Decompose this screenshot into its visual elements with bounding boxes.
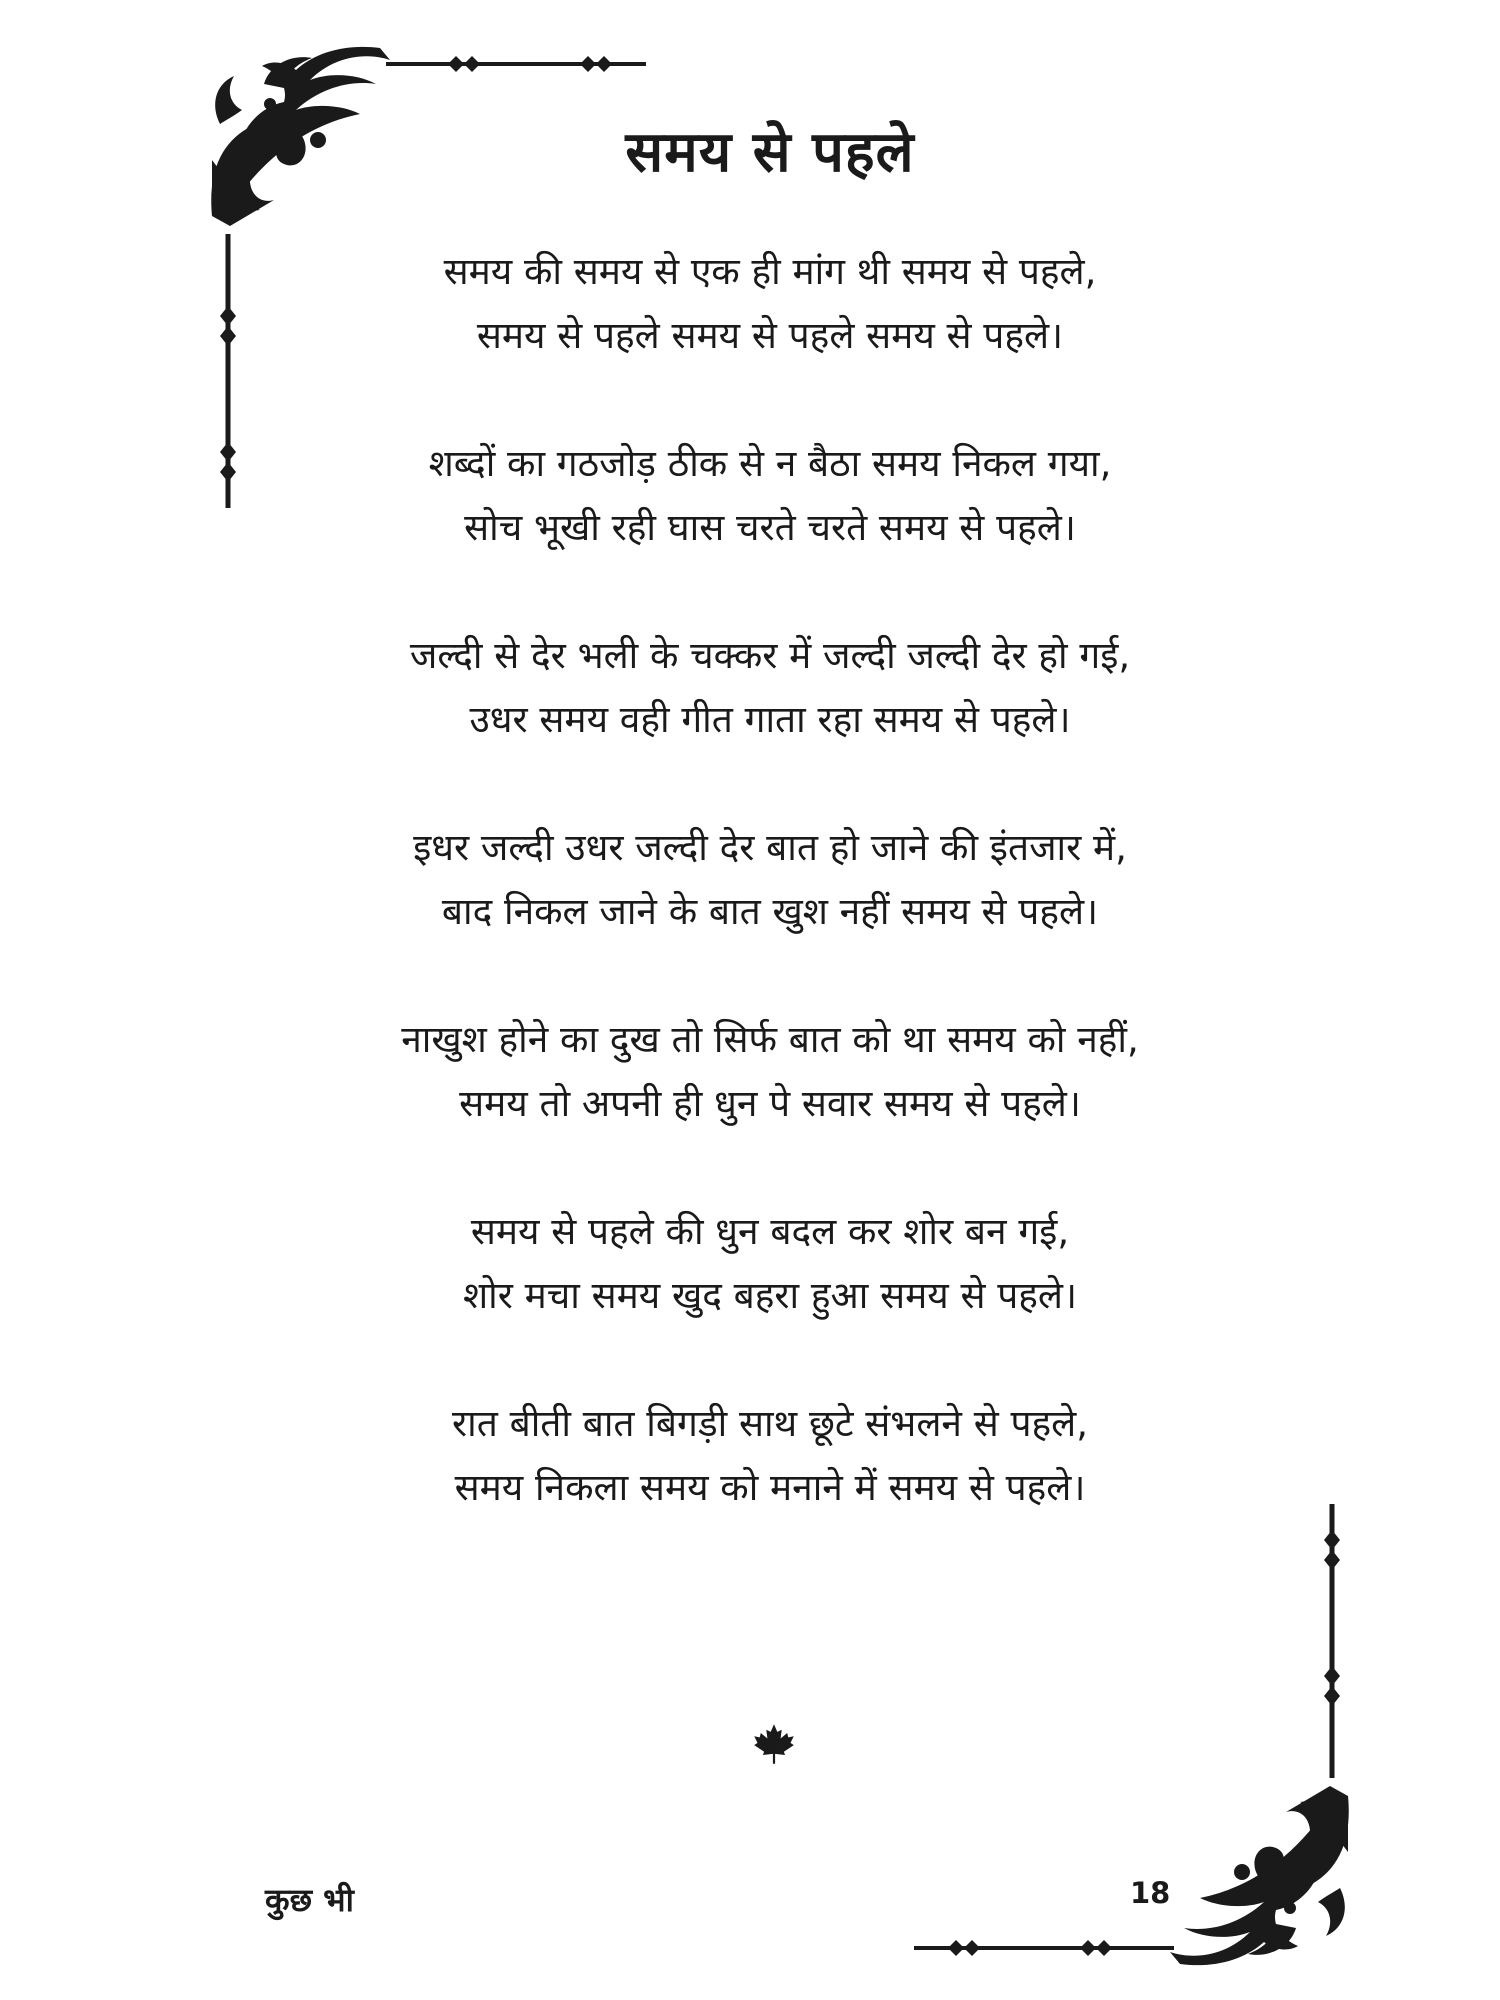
poem-line: इधर जल्दी उधर जल्दी देर बात हो जाने की इंतजार में, bbox=[413, 826, 1127, 869]
poem-line: नाखुश होने का दुख तो सिर्फ बात को था समय को नहीं, bbox=[401, 1018, 1139, 1061]
poem-line: शोर मचा समय खुद बहरा हुआ समय से पहले। bbox=[462, 1274, 1077, 1317]
poem-body bbox=[250, 240, 1290, 1584]
stanza bbox=[250, 816, 1290, 944]
poem-line: समय से पहले की धुन बदल कर शोर बन गई, bbox=[470, 1210, 1070, 1253]
stanza bbox=[250, 432, 1290, 560]
stanza bbox=[250, 240, 1290, 368]
poem-line: शब्दों का गठजोड़ ठीक से न बैठा समय निकल गया, bbox=[428, 442, 1112, 485]
stanza bbox=[250, 1392, 1290, 1520]
poem-line: समय निकला समय को मनाने में समय से पहले। bbox=[454, 1466, 1086, 1509]
poem-line: बाद निकल जाने के बात खुश नहीं समय से पहले। bbox=[441, 890, 1099, 933]
poem-line: जल्दी से देर भली के चक्कर में जल्दी जल्दी देर हो गई, bbox=[409, 634, 1131, 677]
poem-line: सोच भूखी रही घास चरते चरते समय से पहले। bbox=[464, 506, 1076, 549]
poem-title: समय से पहले bbox=[625, 120, 915, 185]
poem-line: समय की समय से एक ही मांग थी समय से पहले, bbox=[443, 250, 1097, 293]
stanza bbox=[250, 1200, 1290, 1328]
poem-line: रात बीती बात बिगड़ी साथ छूटे संभलने से पहले, bbox=[452, 1402, 1088, 1445]
poem-line: समय से पहले समय से पहले समय से पहले। bbox=[476, 314, 1064, 357]
stanza bbox=[250, 624, 1290, 752]
book-title: कुछ भी bbox=[265, 1881, 354, 1919]
stanza bbox=[250, 1008, 1290, 1136]
page-number: 18 bbox=[1130, 1876, 1171, 1910]
poem-line: उधर समय वही गीत गाता रहा समय से पहले। bbox=[469, 698, 1071, 741]
poem-line: समय तो अपनी ही धुन पे सवार समय से पहले। bbox=[459, 1082, 1081, 1125]
maple-leaf-icon bbox=[752, 1722, 796, 1766]
